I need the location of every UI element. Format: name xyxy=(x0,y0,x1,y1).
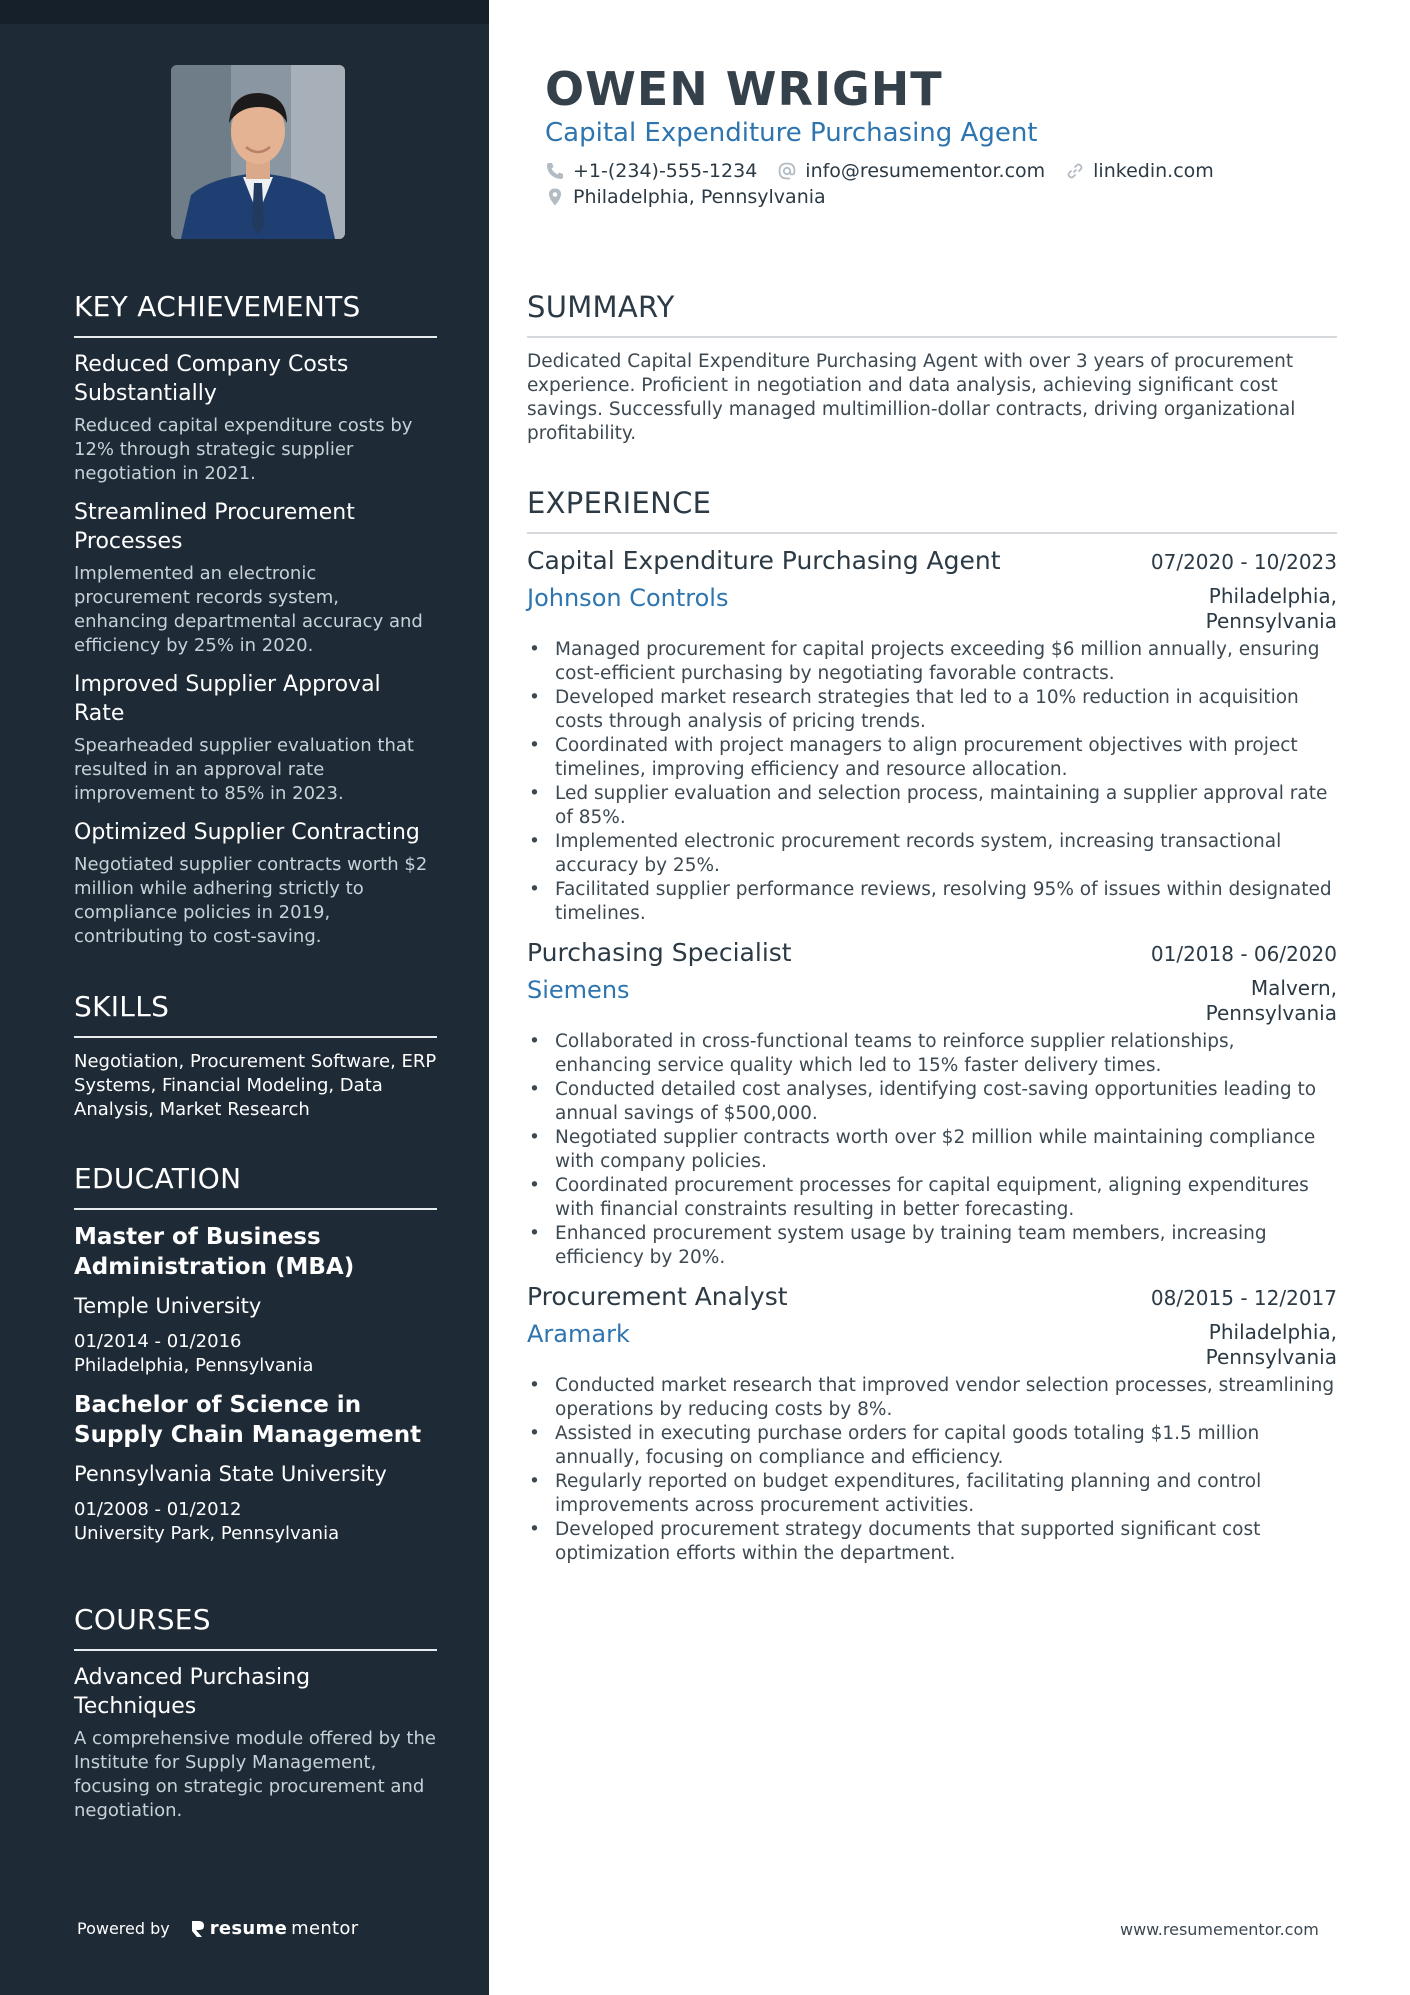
skills-list: Negotiation, Procurement Software, ERP Systems, Financial Modeling, Data Analysis, Market Research xyxy=(74,1051,437,1120)
job-bullet: • Conducted detailed cost analyses, identifying cost-saving opportunities leading to annual savings of $500,000. xyxy=(527,1078,1337,1126)
courses-section xyxy=(74,1603,437,1823)
job-bullet: • Developed procurement strategy documents that supported significant cost optimization efforts within the department. xyxy=(527,1518,1337,1566)
course-item xyxy=(74,1663,437,1823)
job-location: Philadelphia, Pennsylvania xyxy=(1205,584,1337,633)
achievement-title: Optimized Supplier Contracting xyxy=(74,820,420,845)
course-description: A comprehensive module offered by the Institute for Supply Management, focusing on strategic procurement and negotiation. xyxy=(74,1728,436,1821)
job-company: Siemens xyxy=(527,976,630,1004)
phone-text: +1-(234)-555-1234 xyxy=(573,160,758,182)
link-icon xyxy=(1065,161,1085,181)
key-achievements-section xyxy=(74,290,437,949)
job-entry xyxy=(527,1280,1337,1566)
education-location: Philadelphia, Pennsylvania xyxy=(74,1355,314,1376)
achievement-description: Negotiated supplier contracts worth $2 million while adhering strictly to compliance policies in 2019, contributing to cost-saving. xyxy=(74,854,428,947)
job-bullet: • Collaborated in cross-functional teams to reinforce supplier relationships, enhancing service quality which led to 15% faster delivery times. xyxy=(527,1030,1337,1078)
education-school: Temple University xyxy=(74,1294,262,1318)
linkedin-text: linkedin.com xyxy=(1093,160,1214,182)
achievement-title: Improved Supplier Approval Rate xyxy=(74,672,381,726)
summary-text: Dedicated Capital Expenditure Purchasing Agent with over 3 years of procurement experience. Proficient in negotiation and data analysis, achieving significant cost savings. Successfully managed multimillion-dollar contracts, driving organizational profitability. xyxy=(527,351,1296,444)
achievement-item xyxy=(74,818,437,949)
job-bullets xyxy=(527,1374,1337,1566)
profile-photo xyxy=(171,65,345,239)
job-title: Procurement Analyst xyxy=(527,1282,788,1311)
job-bullet: • Led supplier evaluation and selection process, maintaining a supplier approval rate of 85%. xyxy=(527,782,1337,830)
key-achievements-heading: KEY ACHIEVEMENTS xyxy=(74,290,437,338)
courses-heading: COURSES xyxy=(74,1603,437,1651)
job-title: Capital Expenditure Purchasing Agent xyxy=(527,546,1001,575)
education-item xyxy=(74,1222,437,1378)
achievement-description: Spearheaded supplier evaluation that resulted in an approval rate improvement to 85% in 2023. xyxy=(74,735,414,804)
resumementor-logo[interactable] xyxy=(190,1918,359,1939)
job-bullet: • Regularly reported on budget expenditures, facilitating planning and control improvements across procurement activities. xyxy=(527,1470,1337,1518)
job-bullet: • Managed procurement for capital projects exceeding $6 million annually, ensuring cost-efficient purchasing by negotiating favorable contracts. xyxy=(527,638,1337,686)
job-company: Aramark xyxy=(527,1320,630,1348)
achievement-item xyxy=(74,670,437,806)
sidebar xyxy=(0,0,489,1995)
achievement-item xyxy=(74,498,437,658)
contact-phone[interactable] xyxy=(545,160,757,182)
job-bullet: • Developed market research strategies that led to a 10% reduction in acquisition costs through analysis of pricing trends. xyxy=(527,686,1337,734)
job-bullet: • Facilitated supplier performance reviews, resolving 95% of issues within designated timelines. xyxy=(527,878,1337,926)
education-degree: Bachelor of Science in Supply Chain Management xyxy=(74,1392,422,1448)
powered-by-label: Powered by xyxy=(77,1919,170,1938)
job-bullet: • Implemented electronic procurement records system, increasing transactional accuracy by 25%. xyxy=(527,830,1337,878)
job-entry xyxy=(527,544,1337,926)
sidebar-top-band xyxy=(0,0,489,24)
achievement-description: Implemented an electronic procurement records system, enhancing departmental accuracy and efficiency by 25% in 2020. xyxy=(74,563,423,656)
summary-section xyxy=(527,290,1337,446)
experience-section xyxy=(527,486,1337,1566)
education-dates: 01/2014 - 01/2016 xyxy=(74,1331,242,1352)
email-text: info@resumementor.com xyxy=(805,160,1046,182)
contact-row xyxy=(545,160,1345,182)
education-location: University Park, Pennsylvania xyxy=(74,1523,340,1544)
job-bullet: • Coordinated procurement processes for capital equipment, aligning expenditures with financial constraints resulting in better forecasting. xyxy=(527,1174,1337,1222)
job-bullet: • Assisted in executing purchase orders for capital goods totaling $1.5 million annually, focusing on compliance and efficiency. xyxy=(527,1422,1337,1470)
experience-heading: EXPERIENCE xyxy=(527,486,1337,534)
skills-heading: SKILLS xyxy=(74,990,437,1038)
education-school: Pennsylvania State University xyxy=(74,1462,387,1486)
job-entry xyxy=(527,936,1337,1270)
job-dates: 01/2018 - 06/2020 xyxy=(1150,942,1337,966)
job-bullets xyxy=(527,638,1337,926)
summary-heading: SUMMARY xyxy=(527,290,1337,338)
skills-section xyxy=(74,990,437,1122)
location-pin-icon xyxy=(545,187,565,207)
job-bullet: • Coordinated with project managers to align procurement objectives with project timelines, improving efficiency and resource allocation. xyxy=(527,734,1337,782)
achievement-item xyxy=(74,350,437,486)
brand-bold: resume xyxy=(209,1918,288,1939)
candidate-name: OWEN WRIGHT xyxy=(545,62,943,116)
job-location: Malvern, Pennsylvania xyxy=(1205,976,1337,1025)
course-title: Advanced Purchasing Techniques xyxy=(74,1665,311,1719)
job-title: Purchasing Specialist xyxy=(527,938,792,967)
education-degree: Master of Business Administration (MBA) xyxy=(74,1224,355,1280)
contact-row-location xyxy=(545,186,1345,208)
job-location: Philadelphia, Pennsylvania xyxy=(1205,1320,1337,1369)
contact-email[interactable] xyxy=(777,160,1045,182)
job-bullet: • Negotiated supplier contracts worth over $2 million while maintaining compliance with company policies. xyxy=(527,1126,1337,1174)
brand-light: mentor xyxy=(291,1918,359,1939)
job-dates: 08/2015 - 12/2017 xyxy=(1150,1286,1337,1310)
contact-location xyxy=(545,186,826,208)
header xyxy=(545,62,1345,208)
resumementor-logo-icon xyxy=(190,1919,206,1939)
job-bullet: • Enhanced procurement system usage by training team members, increasing efficiency by 20%. xyxy=(527,1222,1337,1270)
powered-by xyxy=(77,1918,358,1939)
job-bullets xyxy=(527,1030,1337,1270)
education-heading: EDUCATION xyxy=(74,1162,437,1210)
achievement-title: Streamlined Procurement Processes xyxy=(74,500,355,554)
job-bullet: • Conducted market research that improved vendor selection processes, streamlining operations by reducing costs by 8%. xyxy=(527,1374,1337,1422)
contact-linkedin[interactable] xyxy=(1065,160,1214,182)
achievement-title: Reduced Company Costs Substantially xyxy=(74,352,349,406)
phone-icon xyxy=(545,161,565,181)
candidate-role: Capital Expenditure Purchasing Agent xyxy=(545,118,1038,148)
footer-website-link[interactable]: www.resumementor.com xyxy=(1120,1920,1319,1939)
job-dates: 07/2020 - 10/2023 xyxy=(1150,550,1337,574)
education-item xyxy=(74,1390,437,1546)
education-dates: 01/2008 - 01/2012 xyxy=(74,1499,242,1520)
job-company: Johnson Controls xyxy=(527,584,729,612)
at-icon xyxy=(777,161,797,181)
education-section xyxy=(74,1162,437,1546)
achievement-description: Reduced capital expenditure costs by 12% through strategic supplier negotiation in 2021. xyxy=(74,415,413,484)
location-text: Philadelphia, Pennsylvania xyxy=(573,186,826,208)
